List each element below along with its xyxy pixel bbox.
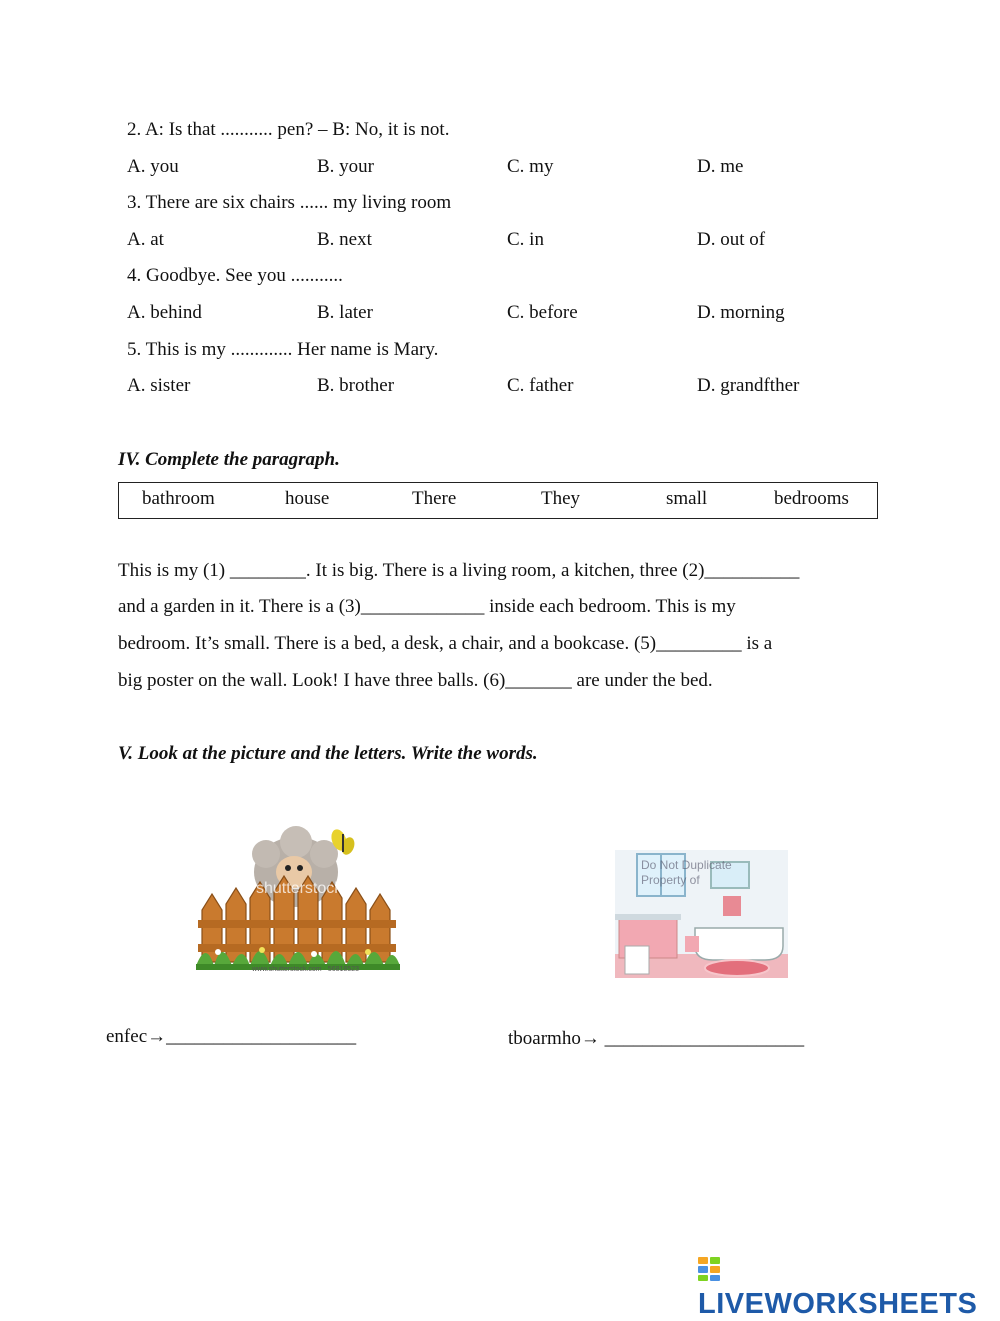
q3-option-d[interactable]: D. out of <box>697 229 766 250</box>
liveworksheets-logo[interactable] <box>698 1255 1000 1320</box>
image-caption: www.shutterstock.com · 56818523 <box>252 966 359 973</box>
question-5-text: 5. This is my ............. Her name is Mary. <box>127 339 439 360</box>
scramble-item-fence <box>106 1026 356 1048</box>
liveworksheets-mark-icon <box>698 1257 720 1281</box>
q2-option-d[interactable]: D. me <box>697 156 744 177</box>
q2-option-a[interactable]: A. you <box>127 156 179 177</box>
q3-option-b[interactable]: B. next <box>317 229 372 250</box>
scramble-letters: tboarmho <box>508 1028 581 1049</box>
q2-option-b[interactable]: B. your <box>317 156 374 177</box>
q5-option-c[interactable]: C. father <box>507 375 574 396</box>
section-5-heading: V. Look at the picture and the letters. Write the words. <box>118 743 538 764</box>
bathroom-picture <box>615 850 788 978</box>
image-watermark: shutterstock <box>256 880 343 897</box>
q4-option-a[interactable]: A. behind <box>127 302 202 323</box>
q2-option-c[interactable]: C. my <box>507 156 554 177</box>
arrow-icon: → <box>147 1026 167 1047</box>
q3-option-a[interactable]: A. at <box>127 229 164 250</box>
word-bank-item: house <box>285 488 330 509</box>
word-bank-item: There <box>412 488 457 509</box>
scramble-letters: enfec <box>106 1026 148 1047</box>
q3-option-c[interactable]: C. in <box>507 229 544 250</box>
scramble-item-bathroom <box>508 1028 804 1050</box>
question-4-text: 4. Goodbye. See you ........... <box>127 265 343 286</box>
word-bank-item: bathroom <box>142 488 215 509</box>
q4-option-d[interactable]: D. morning <box>697 302 785 323</box>
q4-option-b[interactable]: B. later <box>317 302 373 323</box>
q5-option-b[interactable]: B. brother <box>317 375 395 396</box>
image-watermark: Do Not Duplicate Property of <box>641 858 732 887</box>
word-bank <box>118 482 878 519</box>
brand-name: LIVEWORKSHEETS <box>698 1288 978 1320</box>
word-bank-item: bedrooms <box>774 488 849 509</box>
question-3-text: 3. There are six chairs ...... my living room <box>127 192 452 213</box>
question-2-text: 2. A: Is that ........... pen? – B: No, it is not. <box>127 119 450 140</box>
paragraph-line: bedroom. It’s small. There is a bed, a desk, a chair, and a bookcase. (5)_________ is a <box>118 633 773 654</box>
arrow-icon: → <box>580 1028 600 1049</box>
q5-option-a[interactable]: A. sister <box>127 375 191 396</box>
section-4-heading: IV. Complete the paragraph. <box>118 449 340 470</box>
paragraph-line: big poster on the wall. Look! I have three balls. (6)_______ are under the bed. <box>118 670 713 691</box>
word-bank-item: They <box>541 488 581 509</box>
answer-blank[interactable]: _____________________ <box>599 1028 805 1049</box>
word-bank-item: small <box>666 488 708 509</box>
q5-option-d[interactable]: D. grandfther <box>697 375 800 396</box>
q4-option-c[interactable]: C. before <box>507 302 578 323</box>
paragraph-line: This is my (1) ________. It is big. There is a living room, a kitchen, three (2)__________ <box>118 560 800 581</box>
answer-blank[interactable]: ____________________ <box>166 1026 357 1047</box>
paragraph-line: and a garden in it. There is a (3)_____________ inside each bedroom. This is my <box>118 596 736 617</box>
fence-picture <box>196 812 400 980</box>
